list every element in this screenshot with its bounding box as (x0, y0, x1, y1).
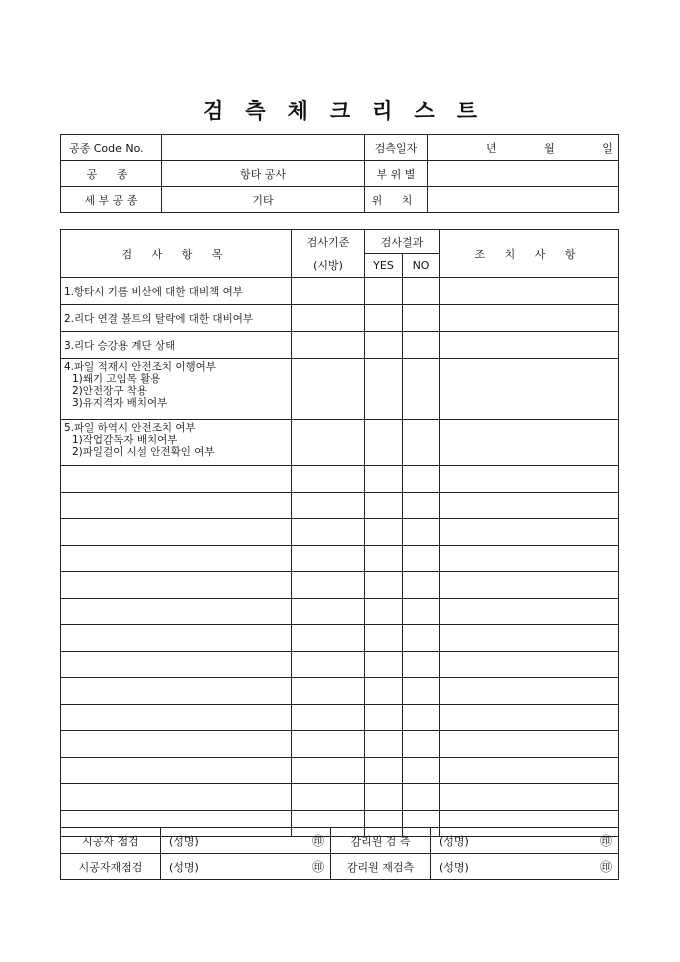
col-standard-header: 검사기준 (292, 230, 365, 254)
no-cell[interactable] (403, 704, 440, 731)
contractor-recheck-name[interactable]: (성명) (161, 854, 293, 880)
no-cell[interactable] (403, 332, 440, 359)
item-cell[interactable] (61, 651, 292, 678)
yes-cell[interactable] (365, 598, 403, 625)
standard-cell[interactable] (292, 704, 365, 731)
action-cell[interactable] (440, 678, 619, 705)
item-4 (61, 359, 292, 420)
yes-cell[interactable] (365, 466, 403, 493)
inspection-table (60, 229, 619, 837)
date-label: 검측일자 (365, 135, 428, 161)
contractor-check-name[interactable]: (성명) (161, 828, 293, 854)
no-cell[interactable] (403, 545, 440, 572)
standard-cell[interactable] (292, 278, 365, 305)
standard-cell[interactable] (292, 492, 365, 519)
action-cell[interactable] (440, 420, 619, 466)
no-cell[interactable] (403, 278, 440, 305)
item-cell[interactable] (61, 784, 292, 811)
action-cell[interactable] (440, 784, 619, 811)
supervisor-reinspect-seal: ㊞ (581, 854, 619, 880)
col-item-header: 검 사 항 목 (61, 230, 292, 278)
no-cell[interactable] (403, 519, 440, 546)
page-title: 검측체크리스트 (202, 98, 499, 123)
no-cell[interactable] (403, 305, 440, 332)
no-cell[interactable] (403, 359, 440, 420)
yes-cell[interactable] (365, 678, 403, 705)
action-cell[interactable] (440, 598, 619, 625)
yes-cell[interactable] (365, 572, 403, 599)
table-row (61, 731, 619, 758)
standard-cell[interactable] (292, 332, 365, 359)
item-cell[interactable] (61, 598, 292, 625)
no-cell[interactable] (403, 598, 440, 625)
action-cell[interactable] (440, 305, 619, 332)
no-cell[interactable] (403, 651, 440, 678)
yes-cell[interactable] (365, 519, 403, 546)
table-row (61, 757, 619, 784)
action-cell[interactable] (440, 757, 619, 784)
yes-cell[interactable] (365, 305, 403, 332)
item-5 (61, 420, 292, 466)
no-cell[interactable] (403, 678, 440, 705)
item-5-sub-2: 2)파일걸이 시설 안전확인 여부 (72, 446, 215, 458)
supervisor-inspect-name[interactable]: (성명) (431, 828, 581, 854)
item-cell[interactable] (61, 572, 292, 599)
col-yes-header: YES (365, 254, 403, 278)
yes-cell[interactable] (365, 731, 403, 758)
contractor-check-label: 시공자 점검 (61, 828, 161, 854)
date-day: 일 (602, 141, 613, 155)
supervisor-inspect-seal: ㊞ (581, 828, 619, 854)
section-value-cell[interactable] (428, 161, 619, 187)
action-cell[interactable] (440, 545, 619, 572)
standard-cell[interactable] (292, 678, 365, 705)
yes-cell[interactable] (365, 420, 403, 466)
table-row (61, 492, 619, 519)
item-4-sub-1: 1)쐐기 고임목 활용 (72, 373, 161, 385)
trade-label: 공 종 (61, 161, 162, 187)
table-row (61, 572, 619, 599)
standard-cell[interactable] (292, 757, 365, 784)
code-value-cell[interactable] (162, 135, 365, 161)
yes-cell[interactable] (365, 492, 403, 519)
action-cell[interactable] (440, 332, 619, 359)
standard-cell[interactable] (292, 466, 365, 493)
code-label: 공종 Code No. (61, 135, 162, 161)
table-row (61, 545, 619, 572)
col-action-header: 조 치 사 항 (440, 230, 619, 278)
table-row (61, 598, 619, 625)
location-label: 위 치 (365, 187, 428, 213)
action-cell[interactable] (440, 492, 619, 519)
standard-cell[interactable] (292, 598, 365, 625)
item-cell[interactable] (61, 678, 292, 705)
action-cell[interactable] (440, 278, 619, 305)
signature-table (60, 827, 619, 880)
col-no-header: NO (403, 254, 440, 278)
table-row (61, 625, 619, 652)
item-cell[interactable] (61, 545, 292, 572)
item-cell[interactable] (61, 625, 292, 652)
supervisor-reinspect-label: 감리원 재검측 (331, 854, 431, 880)
date-month: 월 (544, 141, 555, 155)
item-cell[interactable] (61, 519, 292, 546)
no-cell[interactable] (403, 757, 440, 784)
action-cell[interactable] (440, 572, 619, 599)
standard-cell[interactable] (292, 420, 365, 466)
yes-cell[interactable] (365, 625, 403, 652)
standard-cell[interactable] (292, 731, 365, 758)
item-5-sub-1: 1)작업감독자 배치여부 (72, 434, 178, 446)
item-4-sub-2: 2)안전장구 착용 (72, 385, 147, 397)
item-1: 1.항타시 기름 비산에 대한 대비책 여부 (61, 278, 292, 305)
detail-value: 기타 (162, 187, 365, 213)
item-2: 2.리다 연결 볼트의 탈락에 대한 대비여부 (61, 305, 292, 332)
no-cell[interactable] (403, 466, 440, 493)
table-row (61, 466, 619, 493)
action-cell[interactable] (440, 625, 619, 652)
yes-cell[interactable] (365, 332, 403, 359)
item-cell[interactable] (61, 466, 292, 493)
standard-cell[interactable] (292, 651, 365, 678)
yes-cell[interactable] (365, 784, 403, 811)
no-cell[interactable] (403, 784, 440, 811)
action-cell[interactable] (440, 704, 619, 731)
table-row (61, 784, 619, 811)
table-row (61, 678, 619, 705)
contractor-recheck-label: 시공자재점검 (61, 854, 161, 880)
table-row (61, 704, 619, 731)
standard-cell[interactable] (292, 572, 365, 599)
action-cell[interactable] (440, 359, 619, 420)
item-cell[interactable] (61, 492, 292, 519)
no-cell[interactable] (403, 572, 440, 599)
item-cell[interactable] (61, 757, 292, 784)
contractor-recheck-seal: ㊞ (293, 854, 331, 880)
yes-cell[interactable] (365, 757, 403, 784)
item-cell[interactable] (61, 731, 292, 758)
no-cell[interactable] (403, 731, 440, 758)
action-cell[interactable] (440, 731, 619, 758)
col-result-header: 검사결과 (365, 230, 440, 254)
contractor-check-seal: ㊞ (293, 828, 331, 854)
yes-cell[interactable] (365, 545, 403, 572)
standard-cell[interactable] (292, 625, 365, 652)
supervisor-inspect-label: 감리원 검 측 (331, 828, 431, 854)
item-cell[interactable] (61, 704, 292, 731)
location-value-cell[interactable] (428, 187, 619, 213)
detail-label: 세 부 공 종 (61, 187, 162, 213)
yes-cell[interactable] (365, 651, 403, 678)
table-row (61, 519, 619, 546)
yes-cell[interactable] (365, 278, 403, 305)
date-value-cell[interactable] (428, 135, 619, 161)
col-standard-sub: (시방) (292, 254, 365, 278)
date-year: 년 (486, 141, 497, 155)
standard-cell[interactable] (292, 305, 365, 332)
item-5-title: 5.파일 하역시 안전조치 여부 (64, 422, 196, 434)
standard-cell[interactable] (292, 359, 365, 420)
item-4-sub-3: 3)유지격자 배치여부 (72, 397, 168, 409)
yes-cell[interactable] (365, 359, 403, 420)
table-row (61, 651, 619, 678)
action-cell[interactable] (440, 651, 619, 678)
standard-cell[interactable] (292, 784, 365, 811)
supervisor-reinspect-name[interactable]: (성명) (431, 854, 581, 880)
action-cell[interactable] (440, 519, 619, 546)
header-table (60, 134, 619, 213)
no-cell[interactable] (403, 420, 440, 466)
item-4-title: 4.파일 적재시 안전조치 이행여부 (64, 361, 216, 373)
no-cell[interactable] (403, 625, 440, 652)
no-cell[interactable] (403, 492, 440, 519)
trade-value: 항타 공사 (162, 161, 365, 187)
action-cell[interactable] (440, 466, 619, 493)
standard-cell[interactable] (292, 545, 365, 572)
section-label: 부 위 별 (365, 161, 428, 187)
item-3: 3.리다 승강용 계단 상태 (61, 332, 292, 359)
yes-cell[interactable] (365, 704, 403, 731)
standard-cell[interactable] (292, 519, 365, 546)
